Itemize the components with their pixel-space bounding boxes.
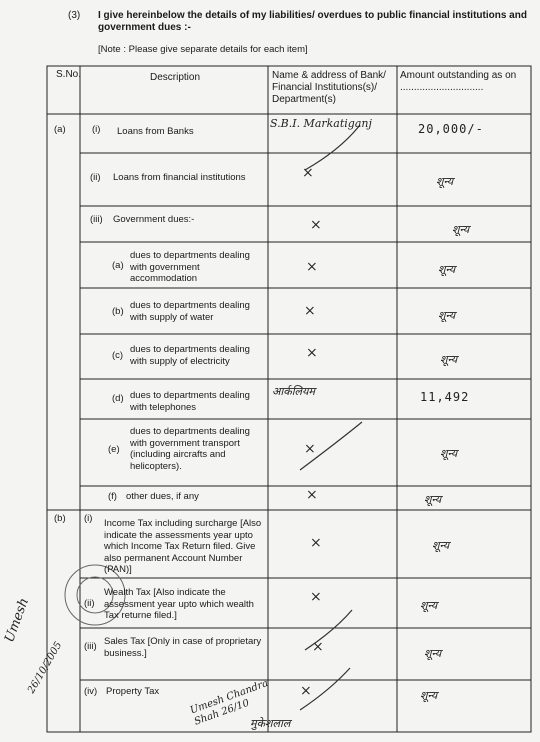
row-b-label: (b) bbox=[54, 513, 66, 524]
dues-tel-amount: 11,492 bbox=[420, 390, 470, 404]
col-description: Description bbox=[150, 72, 201, 83]
row-sales-tax: Sales Tax [Only in case of proprietary business.] bbox=[104, 636, 262, 659]
wealth-tax-cross: × bbox=[310, 589, 322, 605]
row-sales-tax-num: (iii) bbox=[84, 641, 97, 652]
loans-fi-cross: × bbox=[302, 165, 314, 181]
row-loans-banks-num: (i) bbox=[92, 124, 101, 135]
row-dues-transport-num: (e) bbox=[108, 444, 120, 455]
dues-elec-cross: × bbox=[306, 345, 318, 361]
dues-other-nil: शून्य bbox=[424, 493, 442, 506]
row-dues-accom-num: (a) bbox=[112, 260, 124, 271]
dues-transport-cross: × bbox=[304, 441, 316, 457]
strike-lines bbox=[300, 125, 362, 710]
row-dues-transport: dues to departments dealing with government transport (including aircrafts and helicopters). bbox=[130, 426, 250, 472]
row-gov-dues: Government dues:- bbox=[113, 214, 195, 225]
row-property-tax-num: (iv) bbox=[84, 686, 98, 697]
row-dues-accom: dues to departments dealing with government accommodation bbox=[130, 250, 250, 284]
row-wealth-tax-num: (ii) bbox=[84, 598, 95, 609]
loans-banks-bank: S.B.I. Markatiganj bbox=[270, 117, 372, 130]
signature-hindi: मुकेशलाल bbox=[250, 717, 291, 730]
dues-tel-bank: आर्कलियम bbox=[272, 385, 315, 398]
loans-fi-nil: शून्य bbox=[436, 175, 454, 188]
section-number: (3) bbox=[68, 10, 81, 21]
row-dues-water: dues to departments dealing with supply of water bbox=[130, 300, 250, 323]
sales-tax-cross: × bbox=[312, 639, 324, 655]
gov-dues-cross: × bbox=[310, 217, 322, 233]
income-tax-cross: × bbox=[310, 535, 322, 551]
dues-transport-nil: शून्य bbox=[440, 447, 458, 460]
col-amount: Amount outstanding as on .............................. bbox=[400, 70, 517, 93]
row-gov-dues-num: (iii) bbox=[90, 214, 103, 225]
row-dues-other-num: (f) bbox=[108, 491, 117, 502]
row-income-tax: Income Tax including surcharge [Also indicate the assessments year upto which Income Tax Return filed. Give also permanent Account Number (PAN)] bbox=[104, 518, 262, 575]
row-a-label: (a) bbox=[54, 124, 66, 135]
dues-water-cross: × bbox=[304, 303, 316, 319]
row-wealth-tax: Wealth Tax [Also indicate the assessment year upto which wealth Tax returne filed.] bbox=[104, 587, 254, 621]
row-dues-elec-num: (c) bbox=[112, 350, 124, 361]
wealth-tax-nil: शून्य bbox=[420, 599, 438, 612]
gov-dues-nil: शून्य bbox=[452, 223, 470, 236]
signature-left: Umesh bbox=[2, 596, 32, 645]
income-tax-nil: शून्य bbox=[432, 539, 450, 552]
row-property-tax: Property Tax bbox=[106, 686, 160, 697]
col-bank: Name & address of Bank/ Financial Institutions(s)/ Department(s) bbox=[272, 70, 386, 105]
row-income-tax-num: (i) bbox=[84, 513, 93, 524]
row-dues-elec: dues to departments dealing with supply of electricity bbox=[130, 344, 250, 367]
dues-accom-nil: शून्य bbox=[438, 263, 456, 276]
signature-date: 26/10/2005 bbox=[26, 640, 65, 696]
section-note: [Note : Please give separate details for each item] bbox=[98, 44, 308, 55]
property-tax-nil: शून्य bbox=[420, 689, 438, 702]
property-tax-cross: × bbox=[300, 683, 312, 699]
dues-other-cross: × bbox=[306, 487, 318, 503]
row-loans-fi: Loans from financial institutions bbox=[113, 172, 246, 183]
dues-water-nil: शून्य bbox=[438, 309, 456, 322]
row-loans-banks: Loans from Banks bbox=[117, 126, 194, 137]
dues-accom-cross: × bbox=[306, 259, 318, 275]
row-loans-fi-num: (ii) bbox=[90, 172, 101, 183]
row-dues-tel-num: (d) bbox=[112, 393, 124, 404]
row-dues-other: other dues, if any bbox=[126, 491, 199, 502]
row-dues-tel: dues to departments dealing with telephones bbox=[130, 390, 250, 413]
col-sno: S.No. bbox=[56, 69, 82, 80]
dues-elec-nil: शून्य bbox=[440, 353, 458, 366]
loans-banks-amount: 20,000/- bbox=[418, 122, 484, 136]
section-title: I give hereinbelow the details of my liabilities/ overdues to public financial institutions and government dues :- bbox=[98, 10, 527, 33]
signature-bottom: Umesh Chandra Shah 26/10 bbox=[188, 677, 270, 728]
row-dues-water-num: (b) bbox=[112, 306, 124, 317]
sales-tax-nil: शून्य bbox=[424, 647, 442, 660]
